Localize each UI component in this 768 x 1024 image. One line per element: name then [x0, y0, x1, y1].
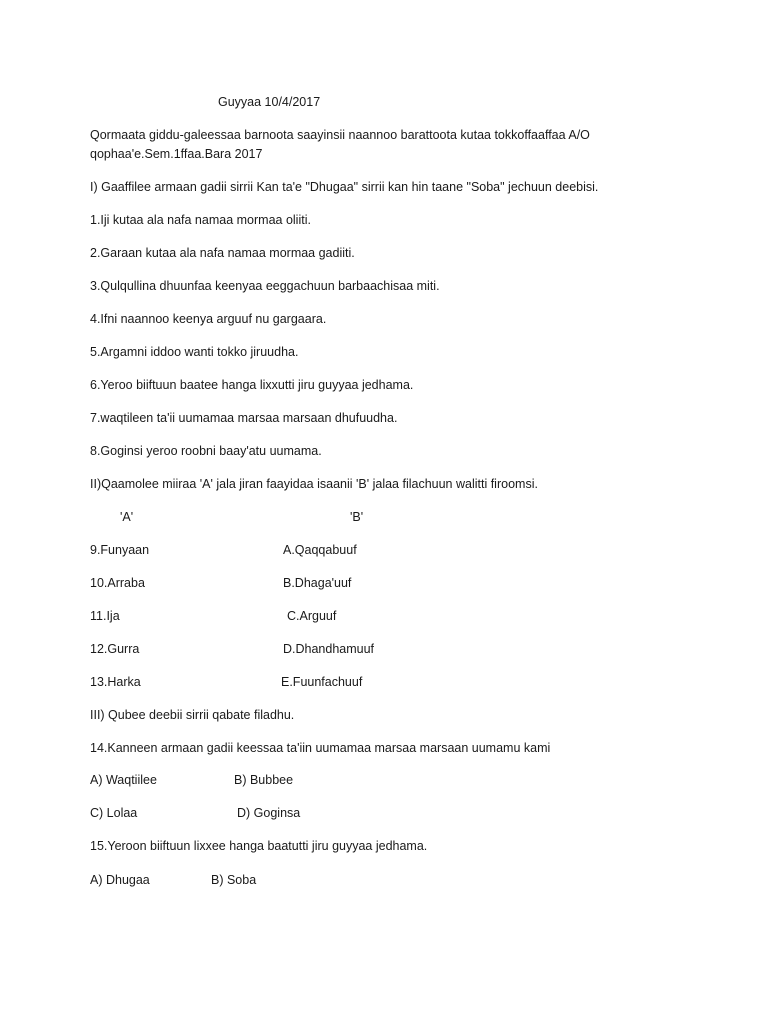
q15-option-b: B) Soba — [211, 873, 257, 887]
match-item-a: 10.Arraba — [90, 576, 145, 590]
question-5: 5.Argamni iddoo wanti tokko jiruudha. — [90, 345, 299, 359]
section2-instruction: II)Qaamolee miiraa 'A' jala jiran faayidaa isaanii 'B' jalaa filachuun walitti firoomsi. — [90, 477, 538, 491]
q14-option-d: D) Goginsa — [237, 806, 301, 820]
match-item-b: E.Fuunfachuuf — [281, 675, 363, 689]
question-2: 2.Garaan kutaa ala nafa namaa mormaa gadiiti. — [90, 246, 355, 260]
match-item-a: 11.Ija — [90, 609, 120, 623]
column-b-header: 'B' — [350, 510, 364, 524]
match-item-b: D.Dhandhamuuf — [283, 642, 375, 656]
question-6: 6.Yeroo biiftuun baatee hanga lixxutti jiru guyyaa jedhama. — [90, 378, 414, 392]
question-14: 14.Kanneen armaan gadii keessaa ta'iin uumamaa marsaa marsaan uumamu kami — [90, 741, 551, 755]
match-item-a: 9.Funyaan — [90, 543, 150, 557]
q14-option-c: C) Lolaa — [90, 806, 138, 820]
question-8: 8.Goginsi yeroo roobni baay'atu uumama. — [90, 444, 322, 458]
match-item-a: 12.Gurra — [90, 642, 140, 656]
question-15: 15.Yeroon biiftuun lixxee hanga baatutti jiru guyyaa jedhama. — [90, 839, 428, 853]
q14-option-a: A) Waqtiilee — [90, 773, 157, 787]
question-3: 3.Qulqullina dhuunfaa keenyaa eeggachuun barbaachisaa miti. — [90, 279, 440, 293]
heading-line-2: qophaa'e.Sem.1ffaa.Bara 2017 — [90, 147, 263, 161]
question-7: 7.waqtileen ta'ii uumamaa marsaa marsaan dhufuudha. — [90, 411, 398, 425]
match-item-b: C.Arguuf — [287, 609, 337, 623]
date-line: Guyyaa 10/4/2017 — [218, 95, 321, 109]
section1-instruction: I) Gaaffilee armaan gadii sirrii Kan ta'e "Dhugaa" sirrii kan hin taane "Soba" jechuun deebisi. — [90, 180, 599, 194]
section3-instruction: III) Qubee deebii sirrii qabate filadhu. — [90, 708, 295, 722]
q15-option-a: A) Dhugaa — [90, 873, 150, 887]
match-item-b: A.Qaqqabuuf — [283, 543, 357, 557]
question-4: 4.Ifni naannoo keenya arguuf nu gargaara. — [90, 312, 327, 326]
heading-line-1: Qormaata giddu-galeessaa barnoota saayinsii naannoo barattoota kutaa tokkoffaaffaa A/O — [90, 128, 590, 142]
match-item-b: B.Dhaga'uuf — [283, 576, 352, 590]
match-item-a: 13.Harka — [90, 675, 141, 689]
question-1: 1.Iji kutaa ala nafa namaa mormaa oliiti. — [90, 213, 311, 227]
column-a-header: 'A' — [120, 510, 134, 524]
q14-option-b: B) Bubbee — [234, 773, 294, 787]
